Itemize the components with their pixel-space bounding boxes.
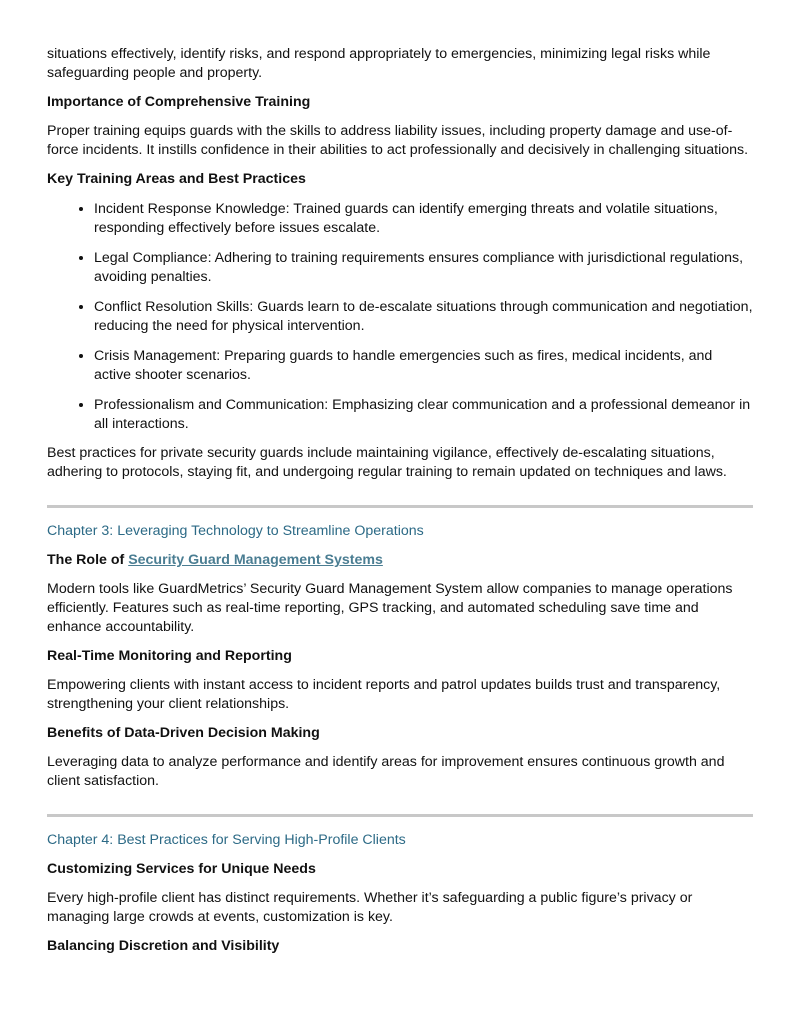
list-item: • Conflict Resolution Skills: Guards learn to de-escalate situations through communication and negotiation, reducing the need for physical intervention. bbox=[94, 297, 753, 336]
role-heading-prefix: The Role of bbox=[47, 552, 129, 568]
custom-heading: Customizing Services for Unique Needs bbox=[47, 861, 316, 877]
realtime-heading: Real-Time Monitoring and Reporting bbox=[47, 648, 292, 664]
key-areas-closing: Best practices for private security guards include maintaining vigilance, effectively de-escalating situations, adhering to protocols, staying fit, and undergoing regular training to remain updated on techniques and laws. bbox=[47, 445, 727, 480]
realtime-body: Empowering clients with instant access to incident reports and patrol updates builds trust and transparency, strengthening your client relationships. bbox=[47, 677, 721, 712]
key-areas-list bbox=[47, 199, 753, 434]
balance-heading: Balancing Discretion and Visibility bbox=[47, 938, 280, 954]
list-item: • Professionalism and Communication: Emphasizing clear communication and a professional demeanor in all interactions. bbox=[94, 395, 753, 434]
section-divider bbox=[47, 505, 753, 508]
list-item: • Crisis Management: Preparing guards to handle emergencies such as fires, medical incidents, and active shooter scenarios. bbox=[94, 346, 753, 385]
role-heading bbox=[47, 551, 753, 570]
chapter-3-title: Chapter 3: Leveraging Technology to Streamline Operations bbox=[47, 523, 424, 539]
training-body: Proper training equips guards with the skills to address liability issues, including property damage and use-of-force incidents. It instills confidence in their abilities to act professionally and decisively in challenging situations. bbox=[47, 123, 749, 158]
management-systems-link[interactable]: Security Guard Management Systems bbox=[128, 552, 383, 568]
training-heading: Importance of Comprehensive Training bbox=[47, 94, 311, 110]
chapter-4-title: Chapter 4: Best Practices for Serving High-Profile Clients bbox=[47, 832, 406, 848]
role-body: Modern tools like GuardMetrics’ Security Guard Management System allow companies to manage operations efficiently. Features such as real-time reporting, GPS tracking, and automated scheduling save time and enhance accountability. bbox=[47, 581, 733, 635]
list-item: • Legal Compliance: Adhering to training requirements ensures compliance with jurisdictional regulations, avoiding penalties. bbox=[94, 248, 753, 287]
list-item: • Incident Response Knowledge: Trained guards can identify emerging threats and volatile situations, responding effectively before issues escalate. bbox=[94, 199, 753, 238]
section-divider bbox=[47, 814, 753, 817]
custom-body: Every high-profile client has distinct requirements. Whether it’s safeguarding a public figure’s privacy or managing large crowds at events, customization is key. bbox=[47, 890, 693, 925]
intro-continuation: situations effectively, identify risks, and respond appropriately to emergencies, minimizing legal risks while safeguarding people and property. bbox=[47, 46, 711, 81]
data-driven-heading: Benefits of Data-Driven Decision Making bbox=[47, 725, 320, 741]
data-driven-body: Leveraging data to analyze performance and identify areas for improvement ensures continuous growth and client satisfaction. bbox=[47, 754, 725, 789]
key-areas-heading: Key Training Areas and Best Practices bbox=[47, 171, 306, 187]
